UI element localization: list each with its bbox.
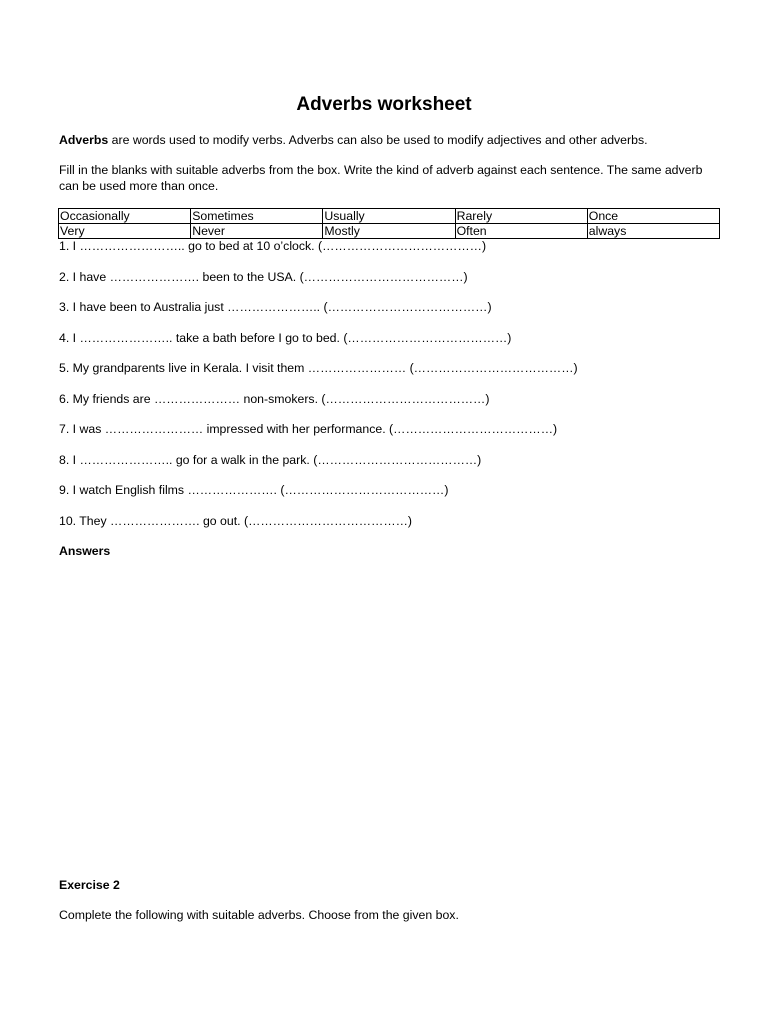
answers-heading: Answers [59, 544, 111, 558]
word-box-cell: Rarely [455, 209, 587, 224]
exercise-sentence: 9. I watch English films …………………. (…………………………………) [59, 483, 449, 497]
word-box-row [59, 224, 720, 239]
exercise2-heading: Exercise 2 [59, 878, 120, 892]
exercise2-instructions: Complete the following with suitable adverbs. Choose from the given box. [59, 908, 459, 922]
exercise-sentence: 3. I have been to Australia just ………………….. (…………………………………) [59, 300, 492, 314]
word-box-row [59, 209, 720, 224]
exercise-sentence-list [59, 238, 719, 543]
word-box-cell: Once [587, 209, 719, 224]
exercise-sentence: 5. My grandparents live in Kerala. I visit them …………………… (…………………………………) [59, 361, 578, 375]
word-box-cell: always [587, 224, 719, 239]
exercise-sentence: 7. I was …………………… impressed with her performance. (…………………………………) [59, 422, 558, 436]
word-box-cell: Often [455, 224, 587, 239]
intro-text: are words used to modify verbs. Adverbs can also be used to modify adjectives and other adverbs. [108, 133, 648, 147]
instructions-paragraph: Fill in the blanks with suitable adverbs from the box. Write the kind of adverb against each sentence. The same adverb can be used more than once. [59, 163, 703, 193]
exercise-sentence: 2. I have …………………. been to the USA. (…………………………………) [59, 269, 468, 284]
word-box-cell: Sometimes [191, 209, 323, 224]
word-box-cell: Very [59, 224, 191, 239]
intro-bold-term: Adverbs [59, 133, 109, 147]
exercise-sentence: 6. My friends are ………………… non-smokers. (…………………………………) [59, 391, 490, 406]
intro-paragraph [59, 132, 719, 148]
word-box-cell: Never [191, 224, 323, 239]
exercise-sentence: 4. I ………………….. take a bath before I go to bed. (…………………………………) [59, 330, 512, 345]
exercise-sentence: 1. I …………………….. go to bed at 10 o’clock. (…………………………………) [59, 239, 487, 253]
word-box-cell: Mostly [323, 224, 455, 239]
page-title: Adverbs worksheet [296, 94, 472, 115]
word-box-cell: Usually [323, 209, 455, 224]
word-box-cell: Occasionally [59, 209, 191, 224]
exercise-sentence: 8. I ………………….. go for a walk in the park. (…………………………………) [59, 452, 482, 467]
adverb-word-box [58, 208, 720, 239]
exercise-sentence: 10. They …………………. go out. (…………………………………) [59, 513, 413, 528]
